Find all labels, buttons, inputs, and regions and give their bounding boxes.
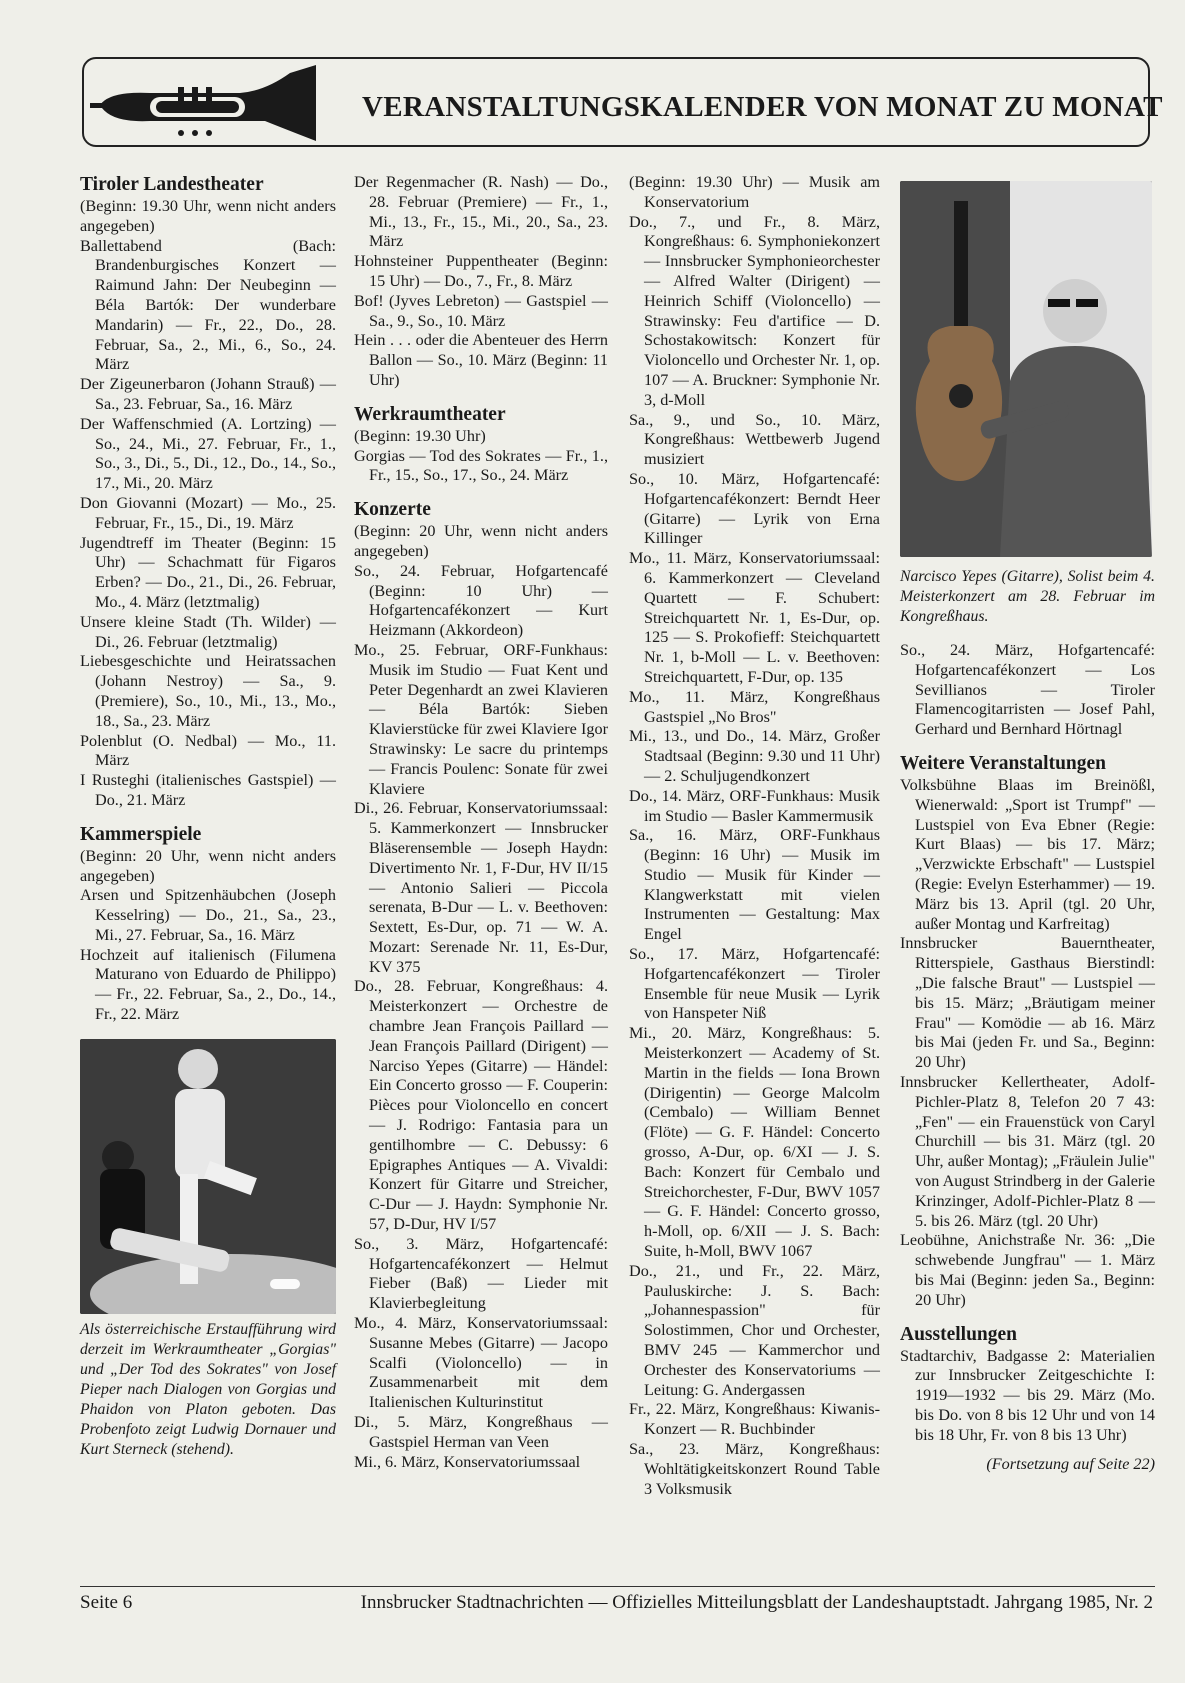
publication-line: Innsbrucker Stadtnachrichten — Offizielles Mitteilungsblatt der Landeshauptstadt. Jahrgang 1985, Nr. 2 [360,1592,1153,1613]
guitarist-photo [900,181,1152,557]
event-entry: Hochzeit auf italienisch (Filumena Maturano von Eduardo de Philippo) — Fr., 22. Februar, Sa., 2., Do., 14., Fr., 22. März [80,945,336,1024]
section-note: (Beginn: 19.30 Uhr, wenn nicht anders angegeben) [80,197,336,235]
event-entry: Innsbrucker Kellertheater, Adolf-Pichler-Platz 8, Telefon 20 7 43: „Fen" — ein Frauenstück von Caryl Churchill — bis 31. März (tgl. 20 Uhr, außer Montag); „Fräulein Julie" von August Strindberg in der Galerie Krinzinger, Adolf-Pichler-Platz 8 — 5. bis 26. März (tgl. 20 Uhr) [900,1072,1155,1230]
event-entry: Ballettabend (Bach: Brandenburgisches Konzert — Raimund Jahn: Der Neubeginn — Béla Bartók: Der wunderbare Mandarin) — Fr., 22., Do., 28. Februar, Sa., 2., Mi., 6., So., 24. März [80,236,336,374]
event-entry: Do., 14. März, ORF-Funkhaus: Musik im Studio — Basler Kammermusik [629,786,880,825]
section-heading-kammerspiele: Kammerspiele [80,823,202,845]
section-note: (Beginn: 19.30 Uhr) [354,426,486,445]
event-entry: Sa., 23. März, Kongreßhaus: Wohltätigkeitskonzert Round Table 3 Volksmusik [629,1440,880,1498]
event-entry: Sa., 16. März, ORF-Funkhaus (Beginn: 16 Uhr) — Musik im Studio — Musik für Kinder — Klangwerkstatt mit vielen Instrumenten — Gestaltung: Max Engel [629,826,880,944]
section-heading-konzerte: Konzerte [354,499,431,521]
event-entry: So., 24. Februar, Hofgartencafé (Beginn: 10 Uhr) — Hofgartencafékonzert — Kurt Heizmann (Akkordeon) [354,561,608,640]
event-entry: Der Regenmacher (R. Nash) — Do., 28. Februar (Premiere) — Fr., 1., Mi., 13., Fr., 15., Mi., 20., Sa., 23. März [354,173,608,251]
event-entry: Mo., 11. März, Kongreßhaus Gastspiel „No Bros" [629,687,880,726]
section-note: (Beginn: 20 Uhr, wenn nicht anders angegeben) [354,522,608,560]
column-1 [80,173,336,1460]
event-entry: Don Giovanni (Mozart) — Mo., 25. Februar, Fr., 15., Di., 19. März [80,493,336,532]
continued-note: (Fortsetzung auf Seite 22) [986,1455,1155,1474]
event-entry: Liebesgeschichte und Heiratssachen (Johann Nestroy) — Sa., 9. (Premiere), So., 10., Mi., 13., Mo., 18., Sa., 23. März [80,652,336,730]
section-heading-weitere-veranstaltungen: Weitere Veranstaltungen [900,752,1107,774]
event-entry: Volksbühne Blaas im Breinößl, Wienerwald: „Sport ist Trumpf" — Lustspiel von Eva Ebner (Regie: Kurt Blaas) — bis 17. März; „Verzwickte Erbschaft" — Lustspiel (Regie: Evelyn Esterhammer) — 19. März bis 13. April (tgl. 20 Uhr, außer Montag und Karfreitag) [900,775,1155,933]
event-entry: Hein . . . oder die Abenteuer des Herrn Ballon — So., 10. März (Beginn: 11 Uhr) [354,331,608,389]
event-entry: Unsere kleine Stadt (Th. Wilder) — Di., 26. Februar (letztmalig) [80,612,336,651]
event-entry: Leobühne, Anichstraße Nr. 36: „Die schwebende Jungfrau" — 1. März bis Mai (Beginn: jeden Sa., Beginn: 20 Uhr) [900,1231,1155,1309]
event-entry: I Rusteghi (italienisches Gastspiel) — Do., 21. März [80,771,336,809]
event-entry: So., 24. März, Hofgartencafé: Hofgartencafékonzert — Los Sevillianos — Tiroler Flamencogitarristen — Josef Pahl, Gerhard und Bernhard Hörtnagl [900,641,1155,739]
event-entry: Di., 5. März, Kongreßhaus — Gastspiel Herman van Veen [354,1413,608,1451]
event-entry: Stadtarchiv, Badgasse 2: Materialien zur Innsbrucker Zeitgeschichte I: 1919—1932 — bis 29. März (Mo. bis Do. von 8 bis 12 Uhr und von 14 bis 18 Uhr, Fr. von 8 bis 13 Uhr) [900,1346,1155,1444]
event-entry: Polenblut (O. Nedbal) — Mo., 11. März [80,731,336,770]
event-entry: (Beginn: 19.30 Uhr) — Musik am Konservatorium [629,173,880,211]
section-heading-landestheater: Tiroler Landestheater [80,174,264,195]
event-entry: Di., 26. Februar, Konservatoriumssaal: 5. Kammerkonzert — Innsbrucker Bläserensemble — Joseph Haydn: Divertimento Nr. 1, F-Dur, HV II/15 — Antonio Salieri — Piccola serenata, B-Dur — L. v. Beethoven: Sextett, Es-Dur, op. 71 — W. A. Mozart: Serenade Nr. 11, Es-Dur, KV 375 [354,799,608,976]
tuba-logo-icon [90,61,322,151]
column-2 [354,173,608,1472]
page-number: Seite 6 [80,1592,133,1613]
page-header [82,57,1163,147]
section-heading-werkraumtheater: Werkraumtheater [354,403,506,425]
event-entry: Do., 21., und Fr., 22. März, Pauluskirche: J. S. Bach: „Johannespassion" für Solostimmen, Chor und Orchester, BMV 245 — Kammerchor und Orchester des Konservatoriums — Leitung: G. Andergassen [629,1261,880,1399]
event-entry: So., 3. März, Hofgartencafé: Hofgartencafékonzert — Helmut Fieber (Baß) — Lieder mit Klavierbegleitung [354,1234,608,1313]
photo-caption: Narcisco Yepes (Gitarre), Solist beim 4. Meisterkonzert am 28. Februar im Kongreßhaus. [900,568,1155,625]
event-entry: Mi., 13., und Do., 14. März, Großer Stadtsaal (Beginn: 9.30 und 11 Uhr) — 2. Schuljugendkonzert [629,727,880,785]
photo-caption: Als österreichische Erstaufführung wird derzeit im Werkraumtheater „Gorgias" und „Der Tod des Sokrates" von Josef Pieper nach Dialogen von Gorgias und Phaidon von Platon geboten. Das Probenfoto zeigt Ludwig Dornauer und Kurt Sterneck (stehend). [80,1320,336,1458]
event-entry: Fr., 22. März, Kongreßhaus: Kiwanis-Konzert — R. Buchbinder [629,1400,880,1439]
event-entry: Mo., 11. März, Konservatoriumssaal: 6. Kammerkonzert — Cleveland Quartett — F. Schubert: Streichquartett Nr. 1, Es-Dur, op. 125 — S. Prokofieff: Steichquartett Nr. 1, b-Moll — L. v. Beethoven: Streichquartett, F-Dur, op. 135 [629,549,880,686]
page-title: VERANSTALTUNGSKALENDER VON MONAT ZU MONAT [362,91,1163,123]
column-4 [900,173,1155,1475]
event-entry: Do., 28. Februar, Kongreßhaus: 4. Meisterkonzert — Orchestre de chambre Jean François Paillard — Jean François Paillard (Dirigent) — Narciso Yepes (Gitarre) — Händel: Ein Concerto grosso — F. Couperin: Pièces pour Violoncello en concert — J. Rodrigo: Fantasia para un gentilhombre — C. Debussy: 6 Epigraphes Antiques — A. Vivaldi: Konzert für Gitarre und Streicher, C-Dur — J. Haydn: Symphonie Nr. 57, D-Dur, HV I/57 [354,977,608,1234]
event-entry: Mo., 4. März, Konservatoriumssaal: Susanne Mebes (Gitarre) — Jacopo Scalfi (Violoncello) — in Zusammenarbeit mit dem Italienischen Kulturinstitut [354,1314,608,1412]
event-entry: Mi., 20. März, Kongreßhaus: 5. Meisterkonzert — Academy of St. Martin in the fields — Iona Brown (Dirigentin) — George Malcolm (Cembalo) — William Bennet (Flöte) — G. F. Händel: Concerto grosso, A-Dur, op. 6/XI — J. S. Bach: Konzert für Cembalo und Streichorchester, F-Dur, BWV 1057 — G. F. Händel: Concerto grosso, h-Moll, op. 6/XII — J. S. Bach: Suite, h-Moll, BWV 1067 [629,1024,880,1261]
section-note: (Beginn: 20 Uhr, wenn nicht anders angegeben) [80,846,336,885]
event-entry: Mi., 6. März, Konservatoriumssaal [354,1452,581,1471]
event-entry: Mo., 25. Februar, ORF-Funkhaus: Musik im Studio — Fuat Kent und Peter Degenhardt an zwei Klavieren — Béla Bartók: Sieben Klavierstücke für zwei Klaviere Igor Strawinsky: Le sacre du printemps — Francis Poulenc: Sonate für zwei Klaviere [354,640,608,798]
event-entry: So., 10. März, Hofgartencafé: Hofgartencafékonzert: Berndt Heer (Gitarre) — Lyrik von Erna Killinger [629,469,880,548]
event-entry: So., 17. März, Hofgartencafé: Hofgartencafékonzert — Tiroler Ensemble für neue Musik — Lyrik von Hanspeter Niß [629,945,880,1023]
event-entry: Der Waffenschmied (A. Lortzing) — So., 24., Mi., 27. Februar, Fr., 1., So., 3., Di., 5., Di., 12., Do., 14., So., 17., Mi., 20. März [80,414,336,493]
event-entry: Hohnsteiner Puppentheater (Beginn: 15 Uhr) — Do., 7., Fr., 8. März [354,252,608,290]
event-entry: Bof! (Jyves Lebreton) — Gastspiel — Sa., 9., So., 10. März [354,291,608,330]
section-heading-ausstellungen: Ausstellungen [900,1323,1018,1345]
event-entry: Sa., 9., und So., 10. März, Kongreßhaus: Wettbewerb Jugend musiziert [629,410,880,469]
event-entry: Der Zigeunerbaron (Johann Strauß) — Sa., 23. Februar, Sa., 16. März [80,375,336,413]
footer-divider [80,1586,1155,1587]
event-entry: Innsbrucker Bauerntheater, Ritterspiele, Gasthaus Bierstindl: „Die falsche Braut" — Lustspiel — bis 15. März; „Bräutigam meiner Frau" — Komödie — ab 16. März bis Mai (jeden Fr. und Sa., Beginn: 20 Uhr) [900,934,1155,1072]
rehearsal-photo [80,1039,336,1314]
event-entry: Arsen und Spitzenhäubchen (Joseph Kesselring) — Do., 21., Sa., 23., Mi., 27. Februar, Sa., 16. März [80,886,336,944]
event-entry: Jugendtreff im Theater (Beginn: 15 Uhr) — Schachmatt für Figaros Erben? — Do., 21., Di., 26. Februar, Mo., 4. März (letztmalig) [80,533,336,611]
event-entry: Do., 7., und Fr., 8. März, Kongreßhaus: 6. Symphoniekonzert — Innsbrucker Symphonieorchester — Alfred Walter (Dirigent) — Heinrich Schiff (Violoncello) — Strawinsky: Feu d'artifice — D. Schostakowitsch: Konzert für Violoncello und Orchester Nr. 1, op. 107 — A. Bruckner: Symphonie Nr. 3, d-Moll [629,212,880,409]
event-entry: Gorgias — Tod des Sokrates — Fr., 1., Fr., 15., So., 17., So., 24. März [354,446,608,485]
column-3 [629,173,880,1499]
